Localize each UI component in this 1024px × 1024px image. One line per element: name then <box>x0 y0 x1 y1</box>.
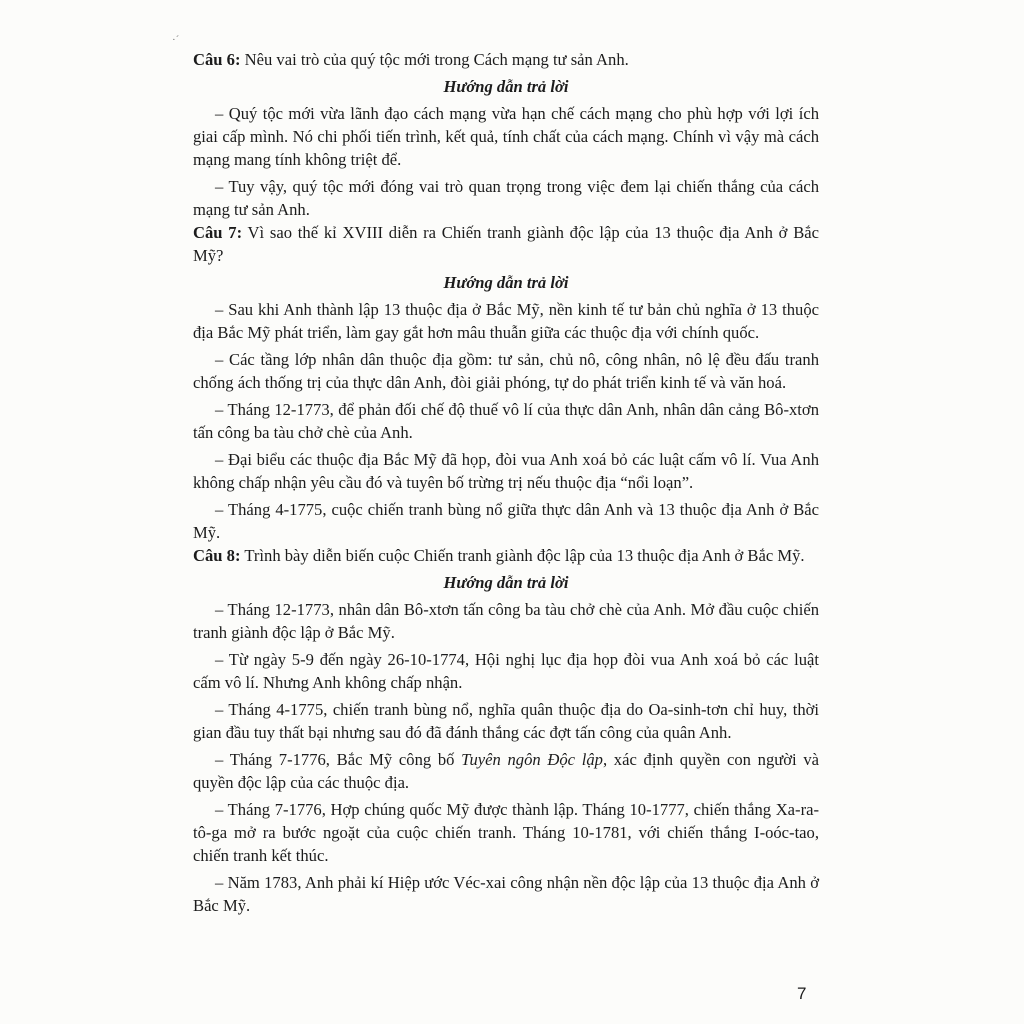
answer-heading: Hướng dẫn trả lời <box>443 273 569 292</box>
question-6 <box>193 48 819 71</box>
text-after: , xác định quyền con người và quyền độc lập của các thuộc địa. <box>193 750 819 792</box>
question-7 <box>193 221 819 267</box>
question-8 <box>193 544 819 567</box>
question-label: Câu 7: <box>193 223 243 242</box>
answer-paragraph: – Tháng 12-1773, để phản đối chế độ thuế vô lí của thực dân Anh, nhân dân cảng Bô-xtơn tấn công ba tàu chở chè của Anh. <box>193 400 819 442</box>
corner-mark: ·´ <box>172 34 180 46</box>
answer-paragraph: – Sau khi Anh thành lập 13 thuộc địa ở Bắc Mỹ, nền kinh tế tư bản chủ nghĩa ở 13 thuộc địa Bắc Mỹ phát triển, làm gay gắt hơn mâu thuẫn giữa các thuộc địa với chính quốc. <box>193 300 819 342</box>
answer-paragraph: – Các tầng lớp nhân dân thuộc địa gồm: tư sản, chủ nô, công nhân, nô lệ đều đấu tranh chống ách thống trị của thực dân Anh, đòi giải phóng, tự do phát triển kinh tế và văn hoá. <box>193 350 819 392</box>
answer-paragraph: – Từ ngày 5-9 đến ngày 26-10-1774, Hội nghị lục địa họp đòi vua Anh xoá bỏ các luật cấm vô lí. Nhưng Anh không chấp nhận. <box>193 650 819 692</box>
answer-paragraph: – Tuy vậy, quý tộc mới đóng vai trò quan trọng trong việc đem lại chiến thắng của cách mạng tư sản Anh. <box>193 177 819 219</box>
question-text: Nêu vai trò của quý tộc mới trong Cách mạng tư sản Anh. <box>240 50 629 69</box>
answer-paragraph <box>193 748 819 794</box>
question-label: Câu 8: <box>193 546 241 565</box>
document-title-italic: Tuyên ngôn Độc lập <box>461 750 603 769</box>
question-text: Vì sao thế kỉ XVIII diễn ra Chiến tranh giành độc lập của 13 thuộc địa Anh ở Bắc Mỹ? <box>193 223 819 265</box>
answer-paragraph: – Tháng 4-1775, chiến tranh bùng nổ, nghĩa quân thuộc địa do Oa-sinh-tơn chỉ huy, thời gian đầu tuy thất bại nhưng sau đó đã đánh thắng các đợt tấn công của quân Anh. <box>193 700 819 742</box>
question-label: Câu 6: <box>193 50 241 69</box>
answer-paragraph: – Quý tộc mới vừa lãnh đạo cách mạng vừa hạn chế cách mạng cho phù hợp với lợi ích giai cấp mình. Nó chi phối tiến trình, kết quả, tính chất của cách mạng. Chính vì vậy mà cách mạng mang tính không triệt để. <box>193 104 819 169</box>
answer-heading: Hướng dẫn trả lời <box>443 77 569 96</box>
answer-heading: Hướng dẫn trả lời <box>443 573 569 592</box>
answer-paragraph: – Năm 1783, Anh phải kí Hiệp ước Véc-xai công nhận nền độc lập của 13 thuộc địa Anh ở Bắc Mỹ. <box>193 873 819 915</box>
answer-paragraph: – Tháng 12-1773, nhân dân Bô-xtơn tấn công ba tàu chở chè của Anh. Mở đầu cuộc chiến tranh giành độc lập ở Bắc Mỹ. <box>193 600 819 642</box>
answer-paragraph: – Đại biểu các thuộc địa Bắc Mỹ đã họp, đòi vua Anh xoá bỏ các luật cấm vô lí. Vua Anh không chấp nhận yêu cầu đó và tuyên bố trừng trị nếu thuộc địa “nổi loạn”. <box>193 450 819 492</box>
answer-paragraph: – Tháng 7-1776, Hợp chúng quốc Mỹ được thành lập. Tháng 10-1777, chiến thắng Xa-ra-tô-ga mở ra bước ngoặt của cuộc chiến tranh. Tháng 10-1781, với chiến thắng I-oóc-tao, chiến tranh kết thúc. <box>193 800 819 865</box>
page-number: 7 <box>797 984 807 1003</box>
question-text: Trình bày diễn biến cuộc Chiến tranh giành độc lập của 13 thuộc địa Anh ở Bắc Mỹ. <box>240 546 805 565</box>
answer-paragraph: – Tháng 4-1775, cuộc chiến tranh bùng nổ giữa thực dân Anh và 13 thuộc địa Anh ở Bắc Mỹ. <box>193 500 819 542</box>
page-content <box>193 48 819 917</box>
text-before: – Tháng 7-1776, Bắc Mỹ công bố <box>215 750 462 769</box>
